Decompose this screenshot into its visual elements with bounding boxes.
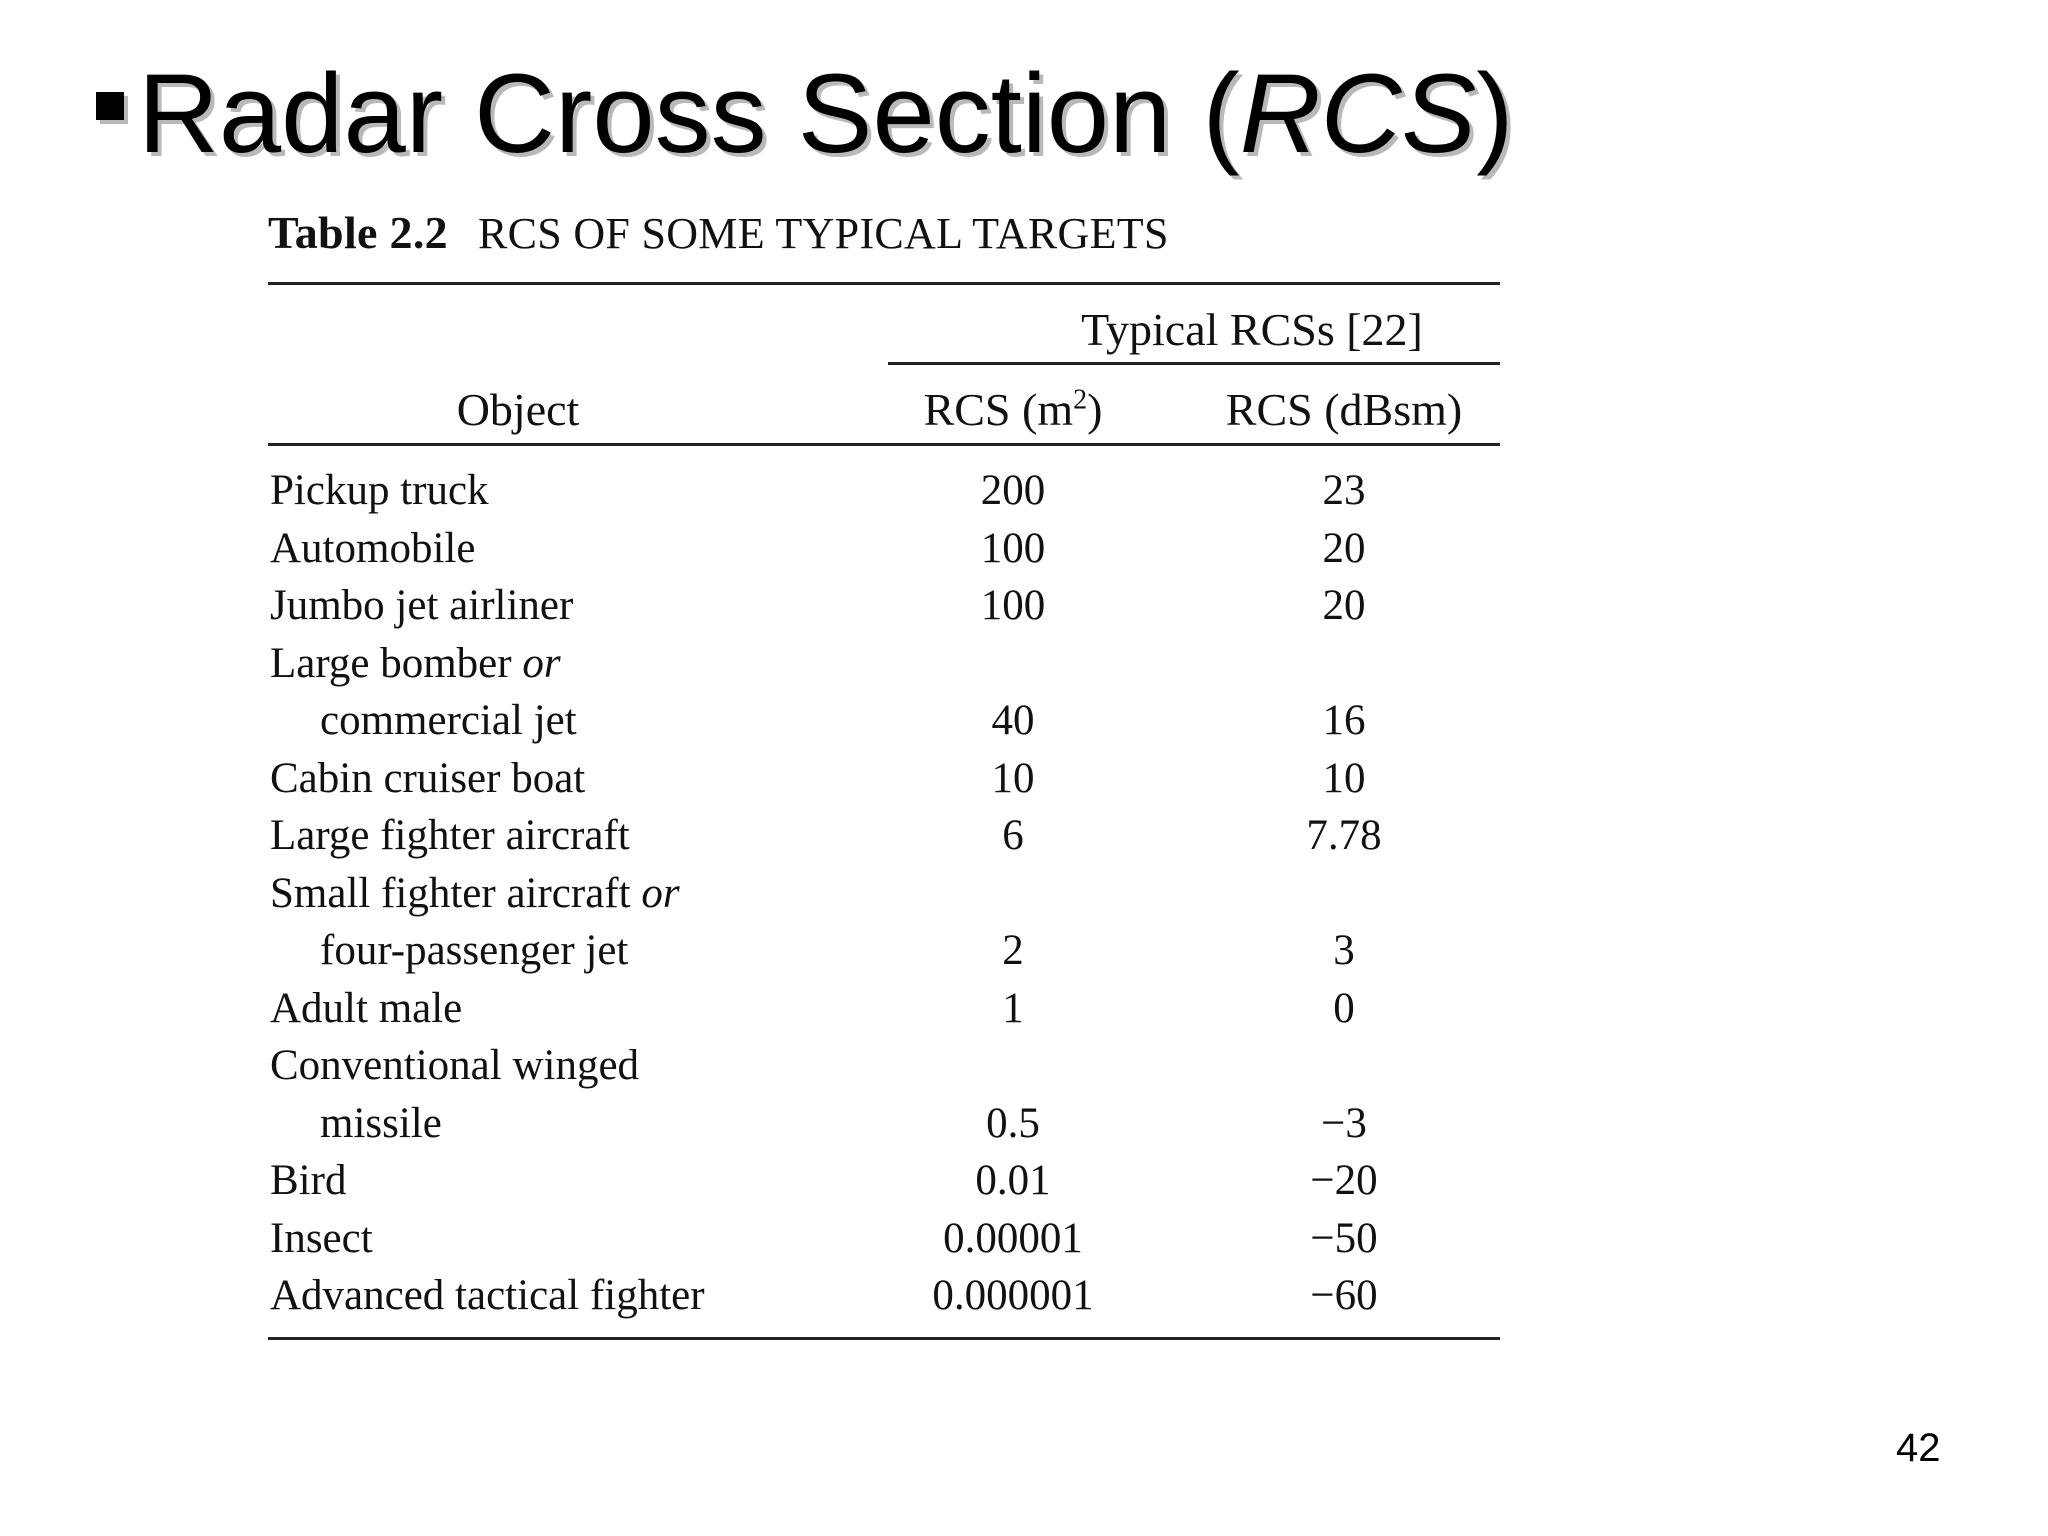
cell-rcs-m2: 200 [980,467,1046,514]
table-row [268,1095,1500,1153]
cell-object: Pickup truck [270,467,489,514]
cell-rcs-dbsm: 23 [1322,467,1366,514]
table-caption [268,207,1500,270]
group-header-row [268,285,1500,365]
column-header-rcs-dbsm: RCS (dBsm) [1225,384,1463,435]
table-row [268,692,1500,750]
slide-title [96,51,1514,176]
table-row [268,635,1500,693]
cell-object: Bird [270,1157,347,1204]
table-row [268,520,1500,578]
cell-rcs-m2: 100 [980,524,1046,572]
cell-rcs-dbsm: −20 [1310,1157,1378,1204]
table-number: Table 2.2 [268,207,448,258]
column-header-object: Object [456,384,580,435]
table-row [268,922,1500,980]
title-abbreviation: RCS [1239,51,1477,176]
column-header-row [268,365,1500,443]
cell-object: Adult male [270,984,463,1032]
cell-object: commercial jet [320,697,577,744]
table-bottom-rule [268,1337,1500,1340]
column-header-rcs-m2: RCS $(m^2)$ [923,384,1103,435]
cell-rcs-m2: 2 [1002,927,1024,974]
cell-rcs-m2: 10 [991,754,1035,802]
table-row [268,1210,1500,1268]
cell-object: Large fighter aircraft [270,812,630,859]
rcs-table [268,207,1500,1340]
cell-rcs-dbsm: −60 [1310,1272,1378,1319]
cell-rcs-m2: 6 [1002,812,1024,859]
cell-object: Small fighter aircraft or [270,869,680,917]
cell-object: Conventional winged [270,1042,640,1089]
cell-rcs-dbsm: 20 [1322,582,1366,629]
cell-rcs-dbsm: 0 [1333,984,1355,1032]
table-caption-text: RCS OF SOME TYPICAL TARGETS [477,209,1169,258]
cell-object: Automobile [270,524,476,572]
table-row [268,1152,1500,1210]
cell-rcs-m2: 0.5 [986,1099,1040,1147]
table-row [268,462,1500,520]
group-header-label: Typical RCSs [22] [1081,304,1423,355]
page-number: 42 [1896,1426,1941,1470]
cell-rcs-dbsm: 7.78 [1306,812,1382,859]
cell-rcs-m2: 0.00001 [943,1214,1083,1262]
cell-object: missile [320,1099,442,1147]
title-text: Radar Cross Section ( [138,51,1240,176]
table-body [268,446,1500,1333]
table-row [268,1037,1500,1095]
square-bullet-icon [96,92,124,120]
cell-rcs-dbsm: 16 [1322,697,1366,744]
cell-rcs-dbsm: 10 [1322,754,1366,802]
cell-rcs-m2: 0.01 [975,1157,1051,1204]
cell-rcs-dbsm: 20 [1322,524,1366,572]
cell-rcs-m2: 1 [1002,984,1024,1032]
table-row [268,980,1500,1038]
table-row [268,750,1500,808]
cell-rcs-m2: 100 [980,582,1046,629]
title-close-paren: ) [1476,51,1514,176]
cell-object: Large bomber or [270,639,561,687]
cell-rcs-m2: 40 [991,697,1035,744]
cell-rcs-dbsm: 3 [1333,927,1355,974]
cell-object: Insect [270,1214,373,1262]
cell-object: four-passenger jet [320,927,629,974]
table-row [268,807,1500,865]
cell-object: Jumbo jet airliner [270,582,574,629]
cell-rcs-dbsm: −50 [1310,1214,1378,1262]
cell-object: Advanced tactical fighter [270,1272,705,1319]
cell-rcs-m2: 0.000001 [932,1272,1094,1319]
table-row [268,577,1500,635]
table-row [268,1267,1500,1325]
cell-object: Cabin cruiser boat [270,754,586,802]
cell-rcs-dbsm: −3 [1321,1099,1367,1147]
table-row [268,865,1500,923]
